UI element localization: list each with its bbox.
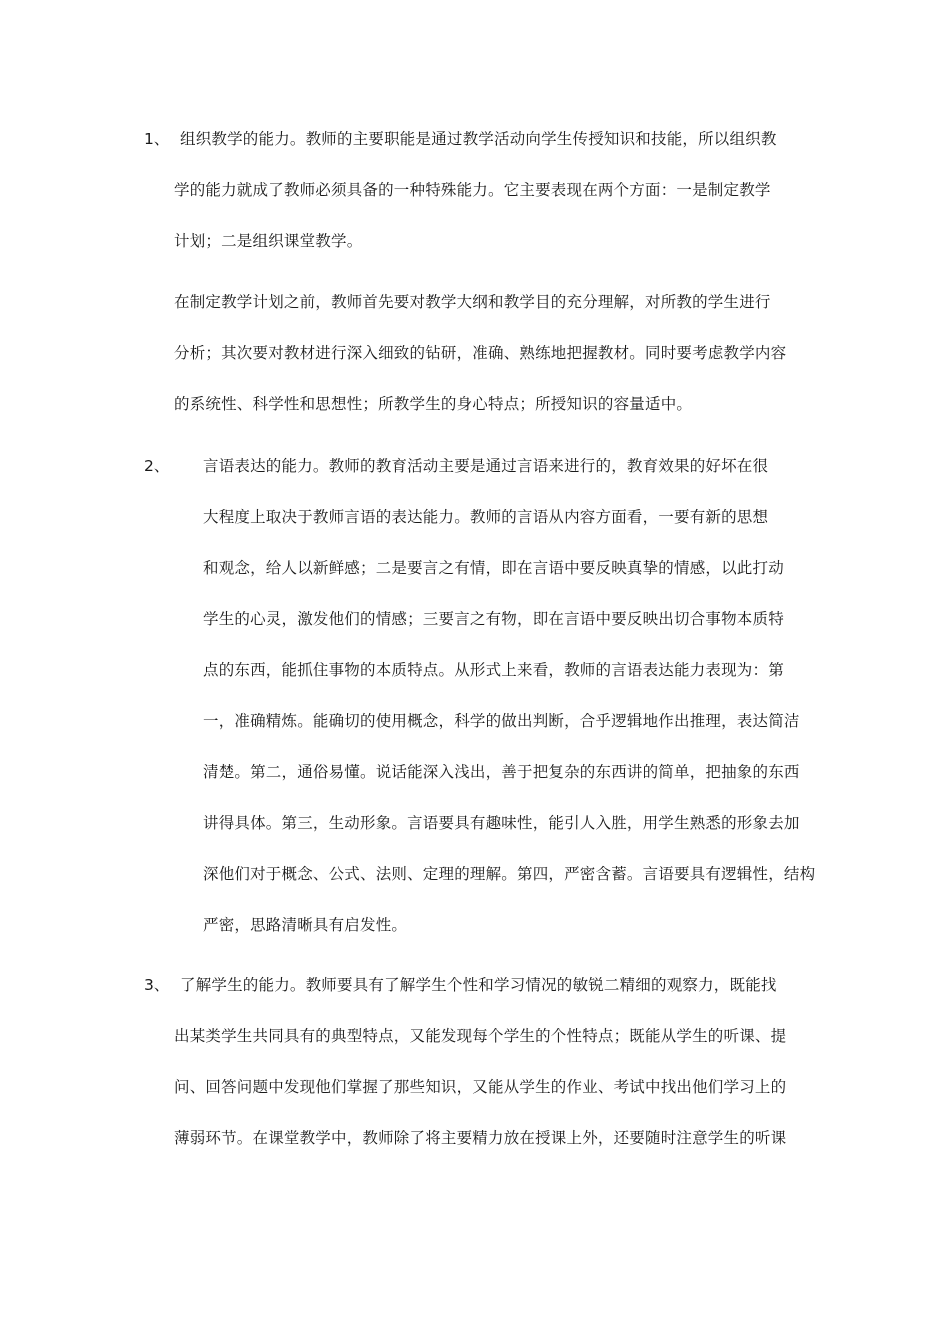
paragraph-line: 问、回答问题中发现他们掌握了那些知识，又能从学生的作业、考试中找出他们学习上的	[174, 1078, 787, 1096]
paragraph-line: 出某类学生共同具有的典型特点，又能发现每个学生的个性特点；既能从学生的听课、提	[174, 1027, 787, 1045]
paragraph-line: 一，准确精炼。能确切的使用概念，科学的做出判断，合乎逻辑地作出推理，表达简洁	[203, 712, 800, 730]
paragraph-line: 在制定教学计划之前，教师首先要对教学大纲和教学目的充分理解，对所教的学生进行	[174, 293, 771, 311]
paragraph-line: 组织教学的能力。教师的主要职能是通过教学活动向学生传授知识和技能，所以组织教	[180, 130, 777, 148]
paragraph-line: 大程度上取决于教师言语的表达能力。教师的言语从内容方面看，一要有新的思想	[203, 508, 769, 526]
item-number: 3、	[144, 976, 170, 994]
paragraph-line: 点的东西，能抓住事物的本质特点。从形式上来看，教师的言语表达能力表现为：第	[203, 661, 784, 679]
paragraph-line: 的系统性、科学性和思想性；所教学生的身心特点；所授知识的容量适中。	[174, 395, 693, 413]
paragraph-line: 严密，思路清晰具有启发性。	[203, 916, 408, 934]
paragraph-line: 学生的心灵，激发他们的情感；三要言之有物，即在言语中要反映出切合事物本质特	[203, 610, 784, 628]
paragraph-line: 了解学生的能力。教师要具有了解学生个性和学习情况的敏锐二精细的观察力，既能找	[180, 976, 777, 994]
paragraph-line: 讲得具体。第三，生动形象。言语要具有趣味性，能引人入胜，用学生熟悉的形象去加	[203, 814, 800, 832]
paragraph-line: 薄弱环节。在课堂教学中，教师除了将主要精力放在授课上外，还要随时注意学生的听课	[174, 1129, 787, 1147]
item-number: 2、	[144, 457, 170, 475]
paragraph-line: 深他们对于概念、公式、法则、定理的理解。第四，严密含蓄。言语要具有逻辑性，结构	[203, 865, 816, 883]
paragraph-line: 言语表达的能力。教师的教育活动主要是通过言语来进行的，教育效果的好坏在很	[203, 457, 769, 475]
paragraph-line: 分析；其次要对教材进行深入细致的钻研，准确、熟练地把握教材。同时要考虑教学内容	[174, 344, 787, 362]
paragraph-line: 和观念，给人以新鲜感；二是要言之有情，即在言语中要反映真挚的情感，以此打动	[203, 559, 784, 577]
paragraph-line: 计划；二是组织课堂教学。	[174, 232, 363, 250]
paragraph-line: 学的能力就成了教师必须具备的一种特殊能力。它主要表现在两个方面：一是制定教学	[174, 181, 771, 199]
paragraph-line: 清楚。第二，通俗易懂。说话能深入浅出，善于把复杂的东西讲的简单，把抽象的东西	[203, 763, 800, 781]
item-number: 1、	[144, 130, 170, 148]
